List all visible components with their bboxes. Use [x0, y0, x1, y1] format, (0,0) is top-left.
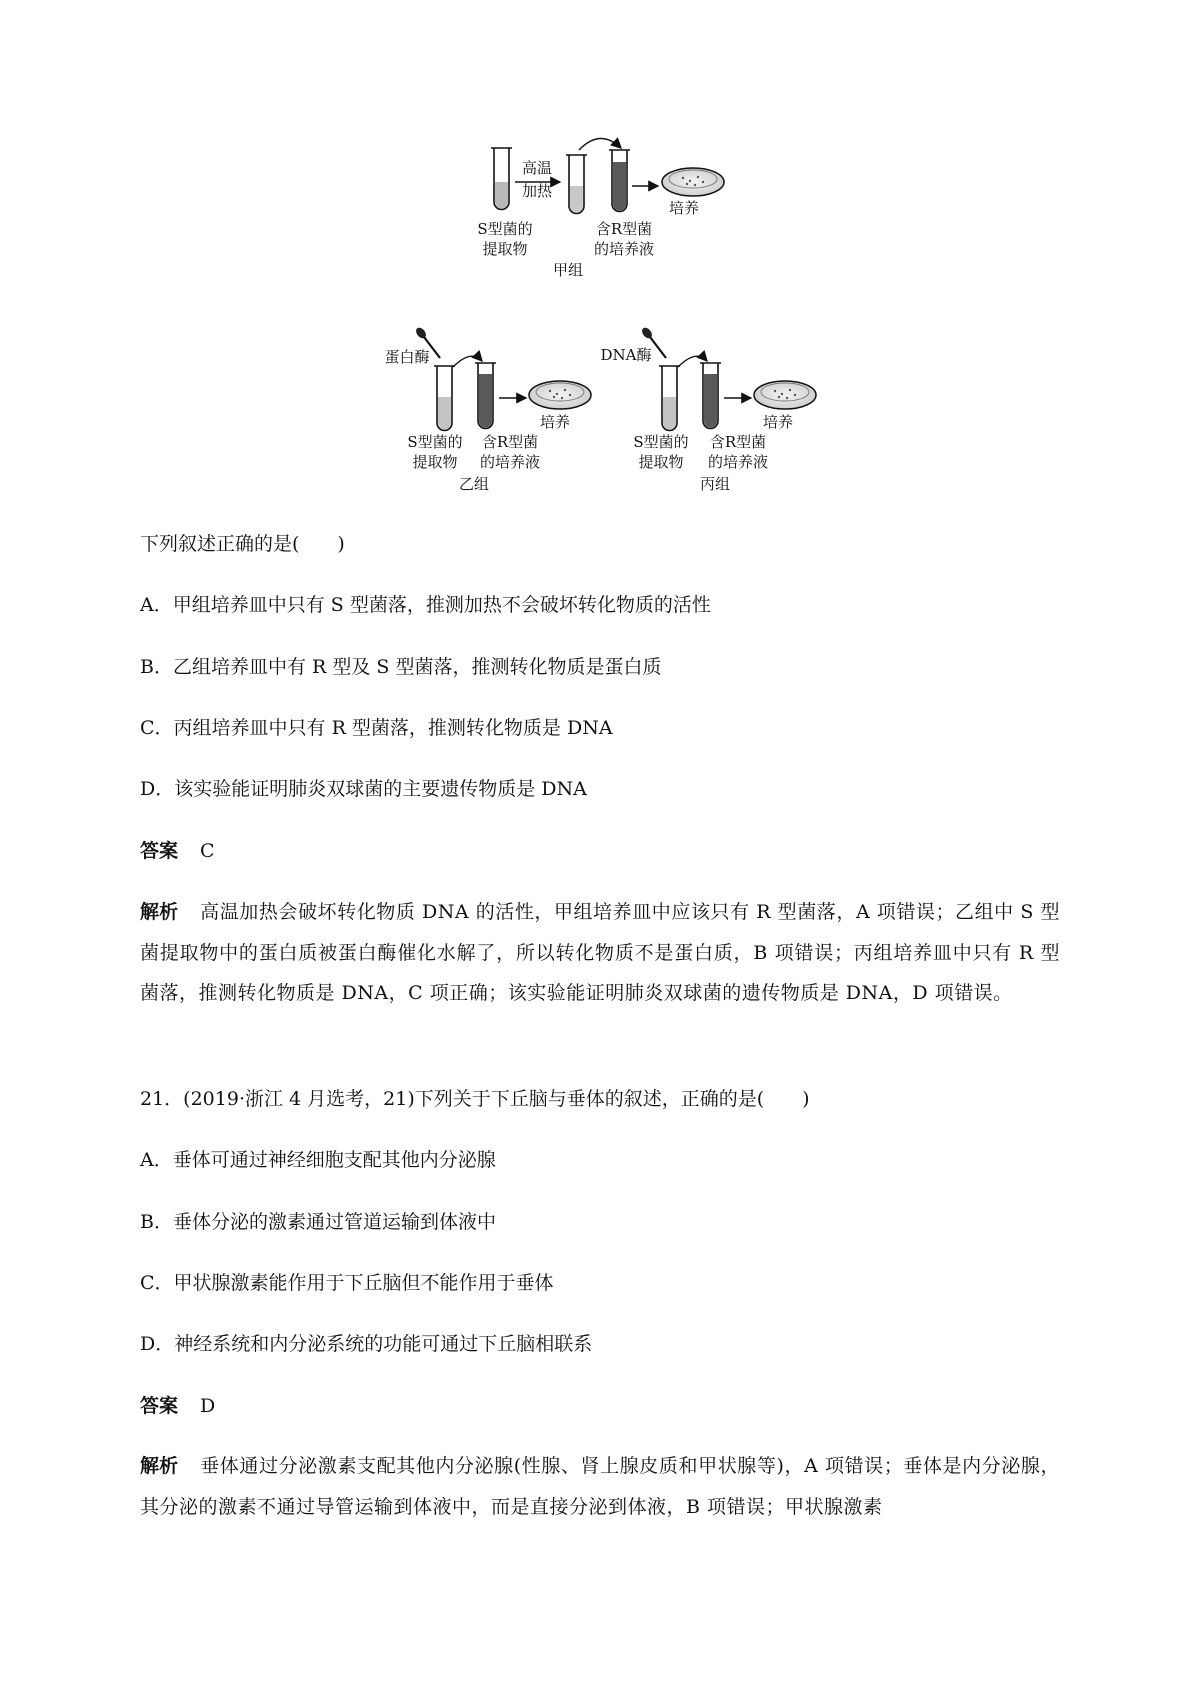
q21-option-c: C．甲状腺激素能作用于下丘脑但不能作用于垂体: [140, 1272, 554, 1294]
q20-answer: [140, 839, 1060, 863]
r-culture-tube: [475, 363, 496, 429]
s-extract-label-2: 提取物: [638, 453, 684, 471]
petri-dish: [662, 168, 724, 196]
s-extract-label-1: S型菌的: [633, 433, 689, 451]
analysis-label: 解析: [140, 1455, 179, 1477]
s-extract-label-2: 提取物: [482, 240, 528, 258]
answer-value: D: [200, 1395, 216, 1417]
q21-analysis: [140, 1446, 1060, 1527]
q21-answer: [140, 1394, 1060, 1418]
petri-dish: [754, 381, 816, 409]
culture-label: 培养: [668, 199, 700, 217]
s-extract-tube: [491, 148, 512, 210]
group-label: 丙组: [699, 475, 731, 493]
transfer-arrow: [579, 138, 621, 150]
enzyme-label: 蛋白酶: [384, 348, 430, 366]
enzyme-label: DNA酶: [600, 346, 652, 364]
q20-stem: 下列叙述正确的是( ): [140, 533, 345, 555]
r-culture-tube: [700, 363, 721, 429]
r-culture-tube: [609, 150, 630, 212]
r-culture-label-1: 含R型菌: [481, 433, 539, 451]
q20-option-d: D．该实验能证明肺炎双球菌的主要遗传物质是 DNA: [140, 778, 587, 800]
q20-option-b: B．乙组培养皿中有 R 型及 S 型菌落，推测转化物质是蛋白质: [140, 656, 662, 678]
s-extract-label-1: S型菌的: [477, 220, 533, 238]
heat-label-1: 高温: [521, 159, 553, 177]
petri-dish: [529, 381, 591, 409]
q21-option-b: B．垂体分泌的激素通过管道运输到体液中: [140, 1211, 496, 1233]
r-culture-label-1: 含R型菌: [709, 433, 767, 451]
answer-value: C: [200, 840, 215, 862]
answer-label: 答案: [140, 1395, 179, 1417]
q21-stem: 21．(2019·浙江 4 月选考，21)下列关于下丘脑与垂体的叙述，正确的是( ): [140, 1088, 810, 1110]
r-culture-label-2: 的培养液: [707, 453, 769, 471]
group-label: 甲组: [552, 261, 584, 279]
heat-label-2: 加热: [521, 182, 553, 200]
group-bing: [601, 326, 816, 493]
s-extract-label-2: 提取物: [412, 453, 458, 471]
s-extract-tube: [434, 366, 455, 431]
group-label: 乙组: [458, 475, 490, 493]
q21-option-d: D．神经系统和内分泌系统的功能可通过下丘脑相联系: [140, 1333, 593, 1355]
group-jia: [477, 138, 724, 279]
culture-label: 培养: [762, 413, 794, 431]
q20-option-a: A．甲组培养皿中只有 S 型菌落，推测加热不会破坏转化物质的活性: [140, 594, 711, 616]
heated-extract-tube: [566, 155, 587, 214]
q20-analysis: [140, 892, 1060, 1014]
analysis-label: 解析: [140, 901, 179, 923]
q21-option-a: A．垂体可通过神经细胞支配其他内分泌腺: [140, 1149, 496, 1171]
analysis-text: 垂体通过分泌激素支配其他内分泌腺(性腺、肾上腺皮质和甲状腺等)，A 项错误；垂体是内分泌腺，其分泌的激素不通过导管运输到体液中，而是直接分泌到体液，B 项错误；甲状腺激素: [140, 1455, 1060, 1518]
group-yi: [384, 326, 591, 493]
answer-label: 答案: [140, 840, 179, 862]
q20-option-c: C．丙组培养皿中只有 R 型菌落，推测转化物质是 DNA: [140, 717, 613, 739]
analysis-text: 高温加热会破坏转化物质 DNA 的活性，甲组培养皿中应该只有 R 型菌落，A 项错误；乙组中 S 型菌提取物中的蛋白质被蛋白酶催化水解了，所以转化物质不是蛋白质，B 项错误；丙组培养皿中只有 R 型菌落，推测转化物质是 DNA，C 项正确；该实验能证明肺炎双球菌的遗传物质是 DNA，D 项错误。: [140, 901, 1060, 1004]
s-extract-tube: [659, 366, 680, 431]
s-extract-label-1: S型菌的: [407, 433, 463, 451]
experiment-figure: [0, 0, 1200, 500]
r-culture-label-2: 的培养液: [593, 240, 655, 258]
r-culture-label-1: 含R型菌: [595, 220, 653, 238]
culture-label: 培养: [539, 413, 571, 431]
r-culture-label-2: 的培养液: [479, 453, 541, 471]
